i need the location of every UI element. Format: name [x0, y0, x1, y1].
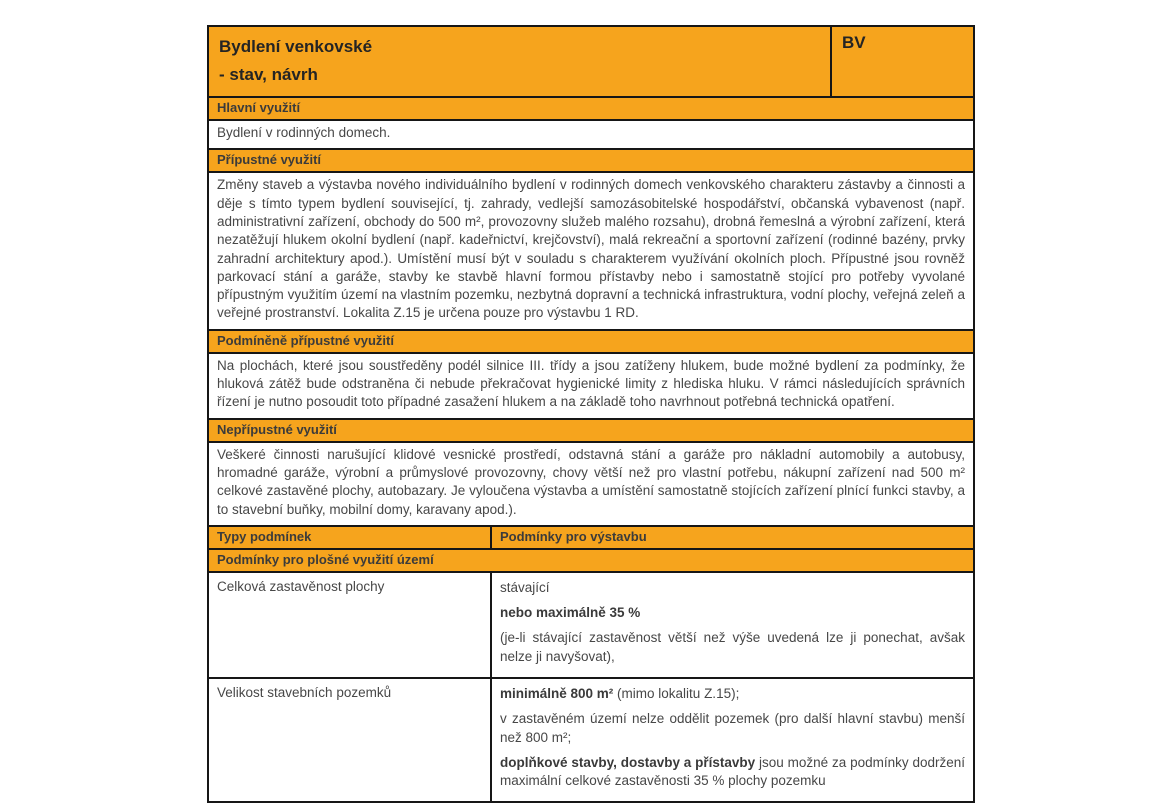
section-heading-pripustne-vyuziti: Přípustné využití — [209, 148, 973, 171]
condition-item: (je-li stávající zastavěnost větší než výše uvedená lze ji ponechat, avšak nelze ji navyšovat), — [500, 630, 965, 664]
condition-value — [492, 679, 973, 801]
condition-item-rest: v zastavěném území nelze oddělit pozemek (pro další hlavní stavbu) menší než 800 m²; — [500, 711, 965, 745]
zone-code: BV — [830, 27, 973, 96]
condition-label: Celková zastavěnost plochy — [209, 573, 492, 677]
condition-row-zastavenost — [209, 571, 973, 677]
title-row — [209, 27, 973, 96]
zone-title-line2: - stav, návrh — [219, 64, 318, 84]
section-body-podminene-pripustne-vyuziti: Na plochách, které jsou soustředěny podél silnice III. třídy a jsou zatíženy hlukem, bude možné bydlení za podmínky, že hluková zátěž bude odstraněna či nebude překračovat hygienické limity z hlediska hluku. V rámci následujících správních řízení je nutno posoudit toto případné zasažení hlukem a na základě toho navrhnout potřebná technická opatření. — [209, 352, 973, 418]
conditions-col2-header: Podmínky pro výstavbu — [500, 528, 647, 544]
condition-value — [492, 573, 973, 677]
section-body-pripustne-vyuziti: Změny staveb a výstavba nového individuálního bydlení v rodinných domech venkovského charakteru zástavby a činnosti a děje s tímto typem bydlení související, tj. zahrady, vedlejší samozásobitelské hospodářství, občanská vybavenost (např. administrativní zařízení, obchody do 500 m², provozovny služeb malého rozsahu), drobná řemeslná a výrobní zařízení, která nezatěžují hlukem okolní bydlení (např. kadeřnictví, krejčovství), malá rekreační a sportovní zařízení (rodinné bazény, prvky zahradní architektury apod.). Umístění musí být v souladu s charakterem využívání okolních ploch. Přípustné jsou rovněž parkovací stání a garáže, stavby ke stavbě hlavní formou přístavby nebo i samostatně stojící pro potřeby vyvolané přípustným využitím území na vlastním pozemku, nezbytná dopravní a technická infrastruktura, vodní plochy, veřejná zeleň a veřejné prostranství. Lokalita Z.15 je určena pouze pro výstavbu 1 RD. — [209, 171, 973, 328]
condition-item-rest: (mimo lokalitu Z.15); — [613, 686, 740, 701]
condition-item-bold: minimálně 800 m² — [500, 686, 614, 701]
zone-title — [209, 27, 830, 96]
section-heading-nepripustne-vyuziti: Nepřípustné využití — [209, 418, 973, 441]
condition-item: stávající — [500, 579, 550, 595]
condition-item: nebo maximálně 35 % — [500, 605, 641, 621]
condition-item — [500, 754, 965, 791]
condition-row-velikost-pozemku — [209, 677, 973, 801]
condition-label: Velikost stavebních pozemků — [209, 679, 492, 801]
zone-title-line1: Bydlení venkovské — [219, 37, 373, 56]
condition-item-bold: doplňkové stavby, dostavby a přístavby — [500, 754, 756, 770]
section-body-nepripustne-vyuziti: Veškeré činnosti narušující klidové vesnické prostředí, odstavná stání a garáže pro nákladní automobily a autobusy, hromadné garáže, výrobní a průmyslové provozovny, chovy větší než pro vlastní potřebu, nákupní zařízení nad 500 m² celkové zastavěné plochy, autobazary. Je vyloučena výstavba a umístění samostatně stojících zařízení plnící funkci stavby, a to stavební buňky, mobilní domy, karavany apod.). — [209, 441, 973, 525]
condition-item — [500, 685, 965, 703]
section-heading-podminene-pripustne-vyuziti: Podmíněně přípustné využití — [209, 329, 973, 352]
section-body-hlavni-vyuziti: Bydlení v rodinných domech. — [209, 119, 973, 148]
section-heading-hlavni-vyuziti: Hlavní využití — [209, 96, 973, 119]
zoning-definition-table — [207, 25, 975, 803]
condition-item — [500, 710, 965, 747]
conditions-col1-header: Typy podmínek — [209, 527, 492, 548]
condition-item-rest: jsou možné za podmínky dodržení maximální celkové zastavěnosti 35 % plochy pozemku — [500, 754, 965, 789]
conditions-header-row — [209, 525, 973, 548]
conditions-subheader: Podmínky pro plošné využití území — [209, 548, 973, 571]
